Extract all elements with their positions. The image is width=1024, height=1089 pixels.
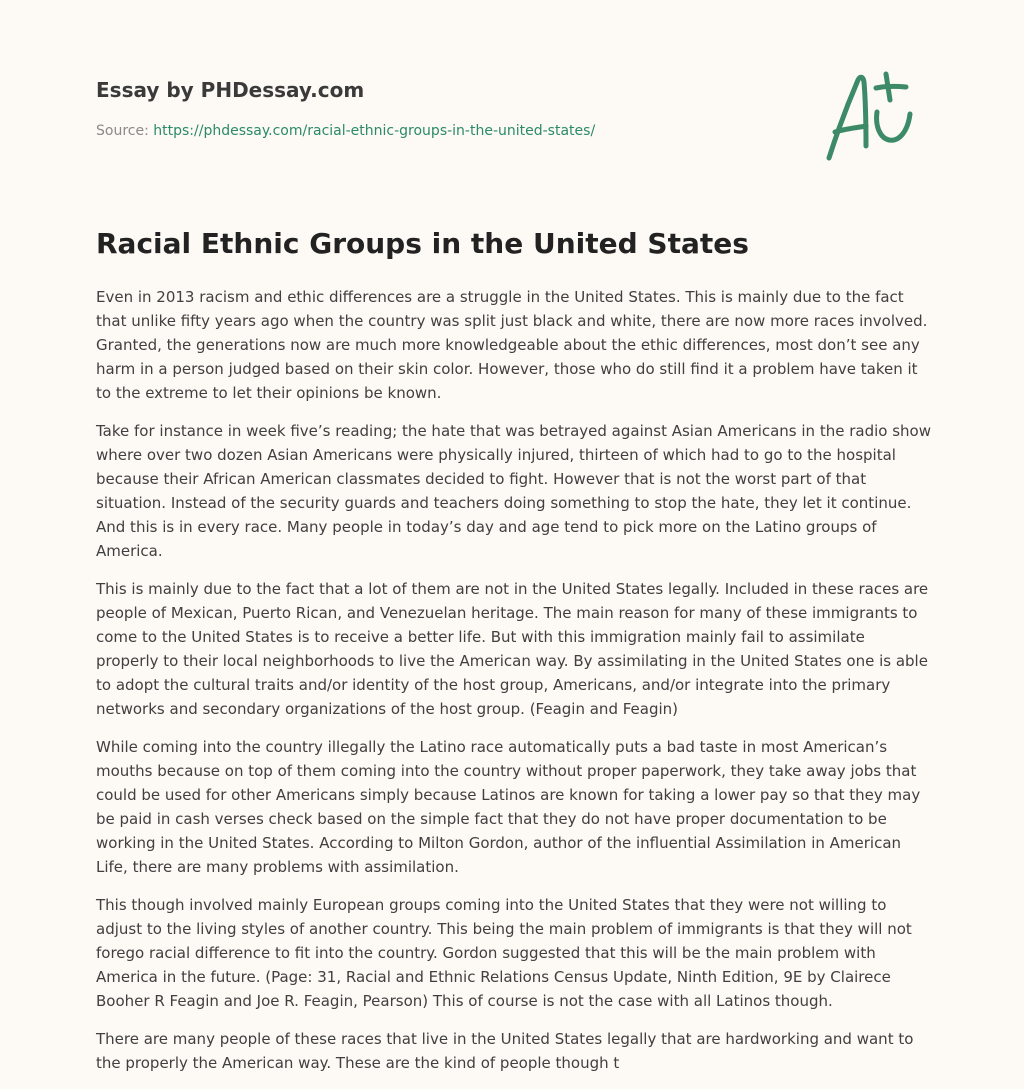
essay-title: Racial Ethnic Groups in the United States [96, 227, 749, 260]
a-plus-logo-icon [822, 66, 928, 166]
source-label: Source: [96, 123, 149, 139]
essay-paragraph: Take for instance in week five’s reading; the hate that was betrayed against Asian Americans in the radio show where over two dozen Asian Americans were physically injured, thirteen of which had to go to the hospital because their African American classmates decided to fight. However that is not the worst part of that situation. Instead of the security guards and teachers doing something to stop the hate, they let it continue. And this is in every race. Many people in today’s day and age tend to pick more on the Latino groups of America. [96, 422, 931, 560]
essay-paragraph: While coming into the country illegally the Latino race automatically puts a bad taste in most American’s mouths because on top of them coming into the country without proper paperwork, they take away jobs that could be used for other Americans simply because Latinos are known for taking a lower pay so that they may be paid in cash verses check based on the simple fact that they do not have proper documentation to be working in the United States. According to Milton Gordon, author of the influential Assimilation in American Life, there are many problems with assimilation. [96, 738, 921, 876]
essay-body [96, 285, 932, 1089]
essay-paragraph: This is mainly due to the fact that a lot of them are not in the United States legally. Included in these races are people of Mexican, Puerto Rican, and Venezuelan heritage. The main reason for many of these immigrants to come to the United States is to receive a better life. But with this immigration mainly fail to assimilate properly to their local neighborhoods to live the American way. By assimilating in the United States one is able to adopt the cultural traits and/or identity of the host group, Americans, and/or integrate into the primary networks and secondary organizations of the host group. (Feagin and Feagin) [96, 580, 929, 718]
page-header [96, 76, 796, 141]
site-brand: Essay by PHDessay.com [96, 78, 365, 102]
essay-paragraph: This though involved mainly European groups coming into the United States that they were not willing to adjust to the living styles of another country. This being the main problem of immigrants is that they will not forego racial difference to fit into the country. Gordon suggested that this will be the main problem with America in the future. (Page: 31, Racial and Ethnic Relations Census Update, Ninth Edition, 9E by Clairece Booher R Feagin and Joe R. Feagin, Pearson) This of course is not the case with all Latinos though. [96, 896, 912, 1010]
essay-paragraph: There are many people of these races that live in the United States legally that are hardworking and want to the properly the American way. These are the kind of people though t [96, 1030, 914, 1072]
essay-paragraph: Even in 2013 racism and ethic differences are a struggle in the United States. This is mainly due to the fact that unlike fifty years ago when the country was split just black and white, there are now more races involved. Granted, the generations now are much more knowledgeable about the ethic differences, most don’t see any harm in a person judged based on their skin color. However, those who do still find it a problem have taken it to the extreme to let their opinions be known. [96, 288, 928, 402]
source-link[interactable]: https://phdessay.com/racial-ethnic-groups-in-the-united-states/ [153, 123, 596, 139]
source-line [96, 121, 796, 141]
